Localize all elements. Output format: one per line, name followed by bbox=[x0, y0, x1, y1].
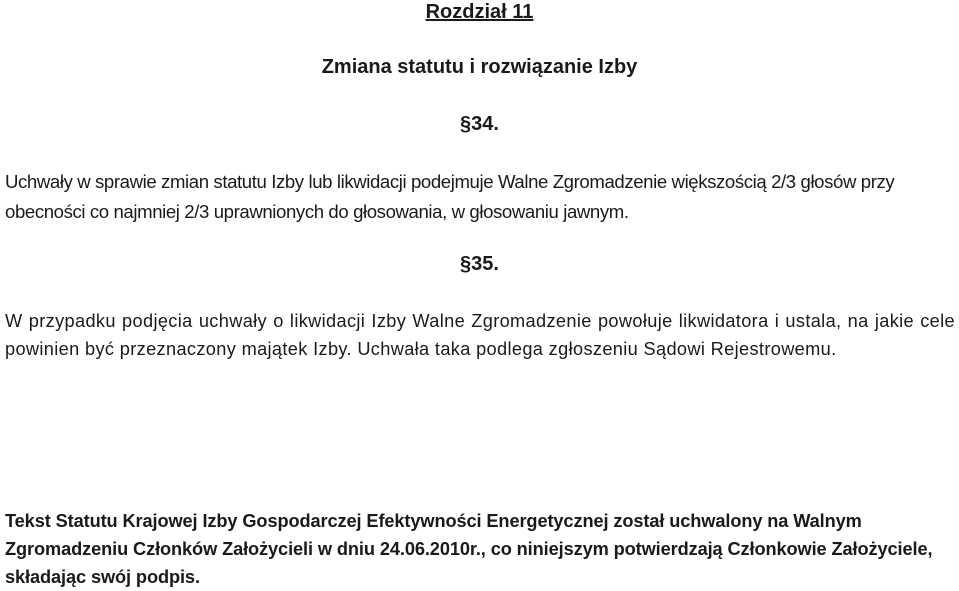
section-35-heading: §35. bbox=[460, 253, 499, 275]
chapter-title: Zmiana statutu i rozwiązanie Izby bbox=[321, 56, 638, 78]
section-34-text: Uchwały w sprawie zmian statutu Izby lub likwidacji podejmuje Walne Zgromadzenie większością 2/3 głosów przy obecności co najmniej 2/3 uprawnionych do głosowania, w głosowaniu jawnym. bbox=[5, 171, 895, 222]
chapter-heading: Rozdział 11 bbox=[425, 1, 534, 23]
section-35-text: W przypadku podjęcia uchwały o likwidacji Izby Walne Zgromadzenie powołuje likwidatora i ustala, na jakie cele powinien być przeznaczony majątek Izby. Uchwała taka podlega zgłoszeniu Sądowi Rejestrowemu. bbox=[5, 311, 955, 359]
section-34-heading: §34. bbox=[460, 113, 499, 135]
closing-statement: Tekst Statutu Krajowej Izby Gospodarczej Efektywności Energetycznej został uchwalony na Walnym Zgromadzeniu Członków Założycieli w dniu 24.06.2010r., co niniejszym potwierdzają Członkowie Założyciele, składając swój podpis. bbox=[5, 511, 933, 587]
